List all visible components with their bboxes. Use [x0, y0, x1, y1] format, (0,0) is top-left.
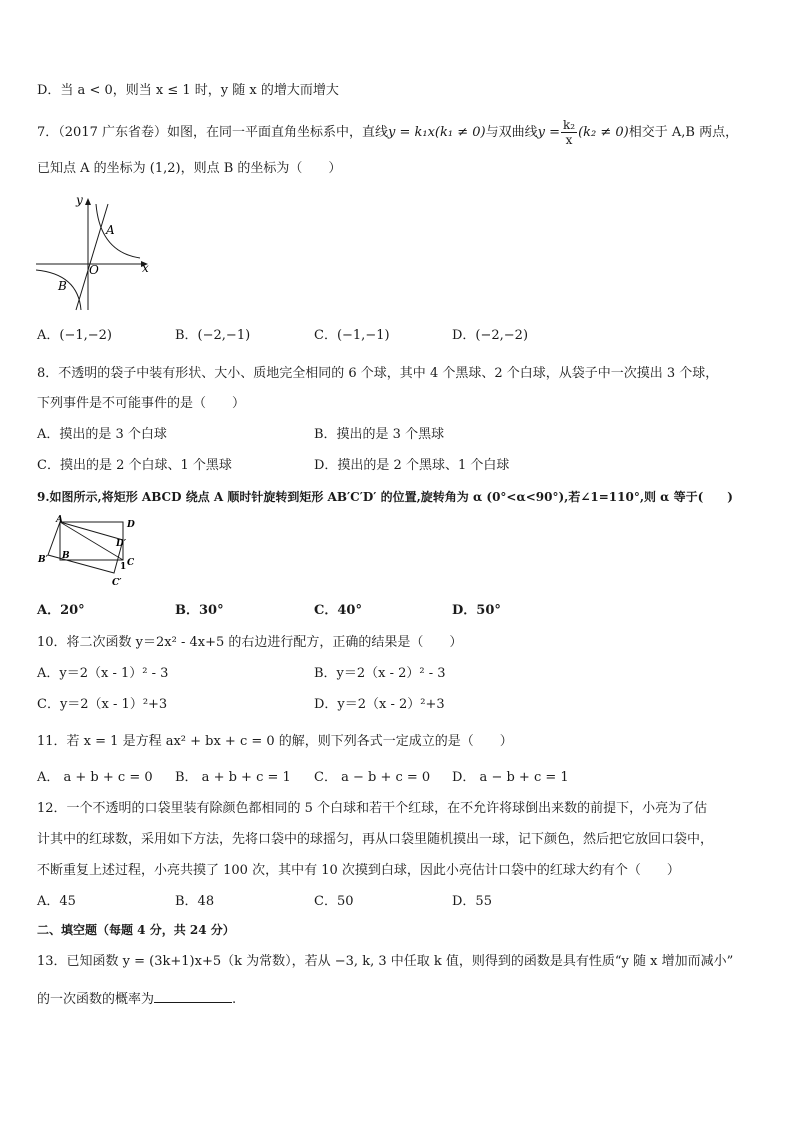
- q7-figure: [36, 192, 156, 314]
- q9-label-b1: B′: [38, 555, 48, 565]
- q11-option-a: A． a + b + c = 0: [37, 770, 153, 785]
- q12-option-d: D．55: [452, 894, 492, 909]
- q13-stem: 13．已知函数 y = (3k+1)x+5（k 为常数），若从 −3, k, 3 中任取 k 值，则得到的函数是具有性质“y 随 x 增加而减小”: [37, 954, 734, 969]
- q7-hyperbola-q1: [96, 204, 140, 258]
- q7-option-c: C．(−1,−1): [314, 328, 390, 343]
- q9-label-a: A: [56, 515, 63, 525]
- q12-stem-line1: 12．一个不透明的口袋里装有除颜色都相同的 5 个白球和若干个红球，在不允许将球倒出来数的前提下，小亮为了估: [37, 801, 708, 816]
- q7-source: 7．（2017 广东省卷）如图，在同一平面直角坐标系中，直线: [37, 125, 388, 140]
- q9-angle-label: 1: [120, 562, 127, 572]
- q13-end: .: [232, 992, 237, 1007]
- q11-option-c: C． a − b + c = 0: [314, 770, 431, 785]
- q6-option-d: D．当 a < 0，则当 x ≤ 1 时，y 随 x 的增大而增大: [37, 83, 339, 98]
- q8-option-b: B．摸出的是 3 个黑球: [314, 427, 445, 442]
- answer-blank[interactable]: [154, 988, 232, 1003]
- q7-y-arrow: [85, 198, 91, 205]
- q9-label-d1: D′: [116, 539, 127, 549]
- q7-option-b: B．(−2,−1): [175, 328, 251, 343]
- q9-label-d: D: [127, 520, 135, 530]
- q7-mid: 与双曲线: [485, 125, 538, 140]
- q10-option-d: D．y＝2（x - 2）²+3: [314, 697, 445, 712]
- q7-origin-label: O: [89, 263, 99, 277]
- q9-option-a: A．20°: [37, 603, 85, 618]
- q10-stem: 10．将二次函数 y＝2x² - 4x+5 的右边进行配方，正确的结果是（ ）: [37, 635, 463, 650]
- q7-stem-line1: [37, 118, 738, 147]
- q7-option-d: D．(−2,−2): [452, 328, 529, 343]
- section-title: 二、填空题（每题 4 分，共 24 分）: [37, 923, 235, 937]
- q9-label-c1: C′: [112, 578, 122, 588]
- q9-label-b: B: [62, 551, 70, 561]
- q7-point-a-label: A: [106, 223, 115, 237]
- q13-line2: [37, 988, 236, 1009]
- q7-stem-line2: 已知点 A 的坐标为 (1,2)，则点 B 的坐标为（ ）: [37, 161, 342, 176]
- q12-option-b: B．48: [175, 894, 215, 909]
- q9-option-c: C．40°: [314, 603, 362, 618]
- q13-line2-text: 的一次函数的概率为: [37, 992, 155, 1007]
- q7-x-label: x: [142, 261, 149, 275]
- q10-option-c: C．y＝2（x - 1）²+3: [37, 697, 168, 712]
- q7-hyp-lhs: y =: [537, 125, 560, 140]
- q11-stem: 11．若 x = 1 是方程 ax² + bx + c = 0 的解，则下列各式一定成立的是（ ）: [37, 734, 513, 749]
- q10-option-b: B．y＝2（x - 2）² - 3: [314, 666, 446, 681]
- q9-option-b: B．30°: [175, 603, 224, 618]
- q12-option-c: C．50: [314, 894, 354, 909]
- q7-hyp-cond: (k₂ ≠ 0): [578, 125, 629, 140]
- q7-line-expr: y = k₁x(k₁ ≠ 0): [388, 125, 486, 140]
- q9-rect-ab1c1d1: [48, 522, 123, 573]
- q12-stem-line3: 不断重复上述过程，小亮共摸了 100 次，其中有 10 次摸到白球，因此小亮估计口袋中的红球大约有个（ ）: [37, 863, 680, 878]
- q9-label-c: C: [127, 558, 135, 568]
- q11-option-d: D． a − b + c = 1: [452, 770, 569, 785]
- q7-tail: 相交于 A,B 两点，: [628, 125, 739, 140]
- q7-option-a: A．(−1,−2): [37, 328, 112, 343]
- q8-option-a: A．摸出的是 3 个白球: [37, 427, 167, 442]
- q10-option-a: A．y＝2（x - 1）² - 3: [37, 666, 169, 681]
- q7-line: [76, 204, 108, 310]
- q8-option-d: D．摸出的是 2 个黑球、1 个白球: [314, 458, 510, 473]
- q9-option-d: D．50°: [452, 603, 501, 618]
- q7-point-b-label: B: [58, 279, 67, 293]
- q8-option-c: C．摸出的是 2 个白球、1 个黑球: [37, 458, 232, 473]
- q12-stem-line2: 计其中的红球数，采用如下方法，先将口袋中的球摇匀，再从口袋里随机摸出一球，记下颜色，然后把它放回口袋中，: [37, 832, 714, 847]
- q7-y-label: y: [76, 193, 83, 207]
- q9-figure: [36, 513, 146, 593]
- q9-stem: 9.如图所示,将矩形 ABCD 绕点 A 顺时针旋转到矩形 AB′C′D′ 的位置,旋转角为 α (0°<α<90°),若∠1=110°,则 α 等于( ): [37, 490, 733, 504]
- q7-hyp-fraction: [561, 118, 577, 147]
- q7-hyp-den: x: [565, 133, 573, 147]
- q12-option-a: A．45: [37, 894, 76, 909]
- q7-hyp-num: k₂: [562, 118, 576, 132]
- q8-stem-line1: 8．不透明的袋子中装有形状、大小、质地完全相同的 6 个球，其中 4 个黑球、2 个白球，从袋子中一次摸出 3 个球，: [37, 366, 719, 381]
- q8-stem-line2: 下列事件是不可能事件的是（ ）: [37, 396, 246, 411]
- q11-option-b: B． a + b + c = 1: [175, 770, 291, 785]
